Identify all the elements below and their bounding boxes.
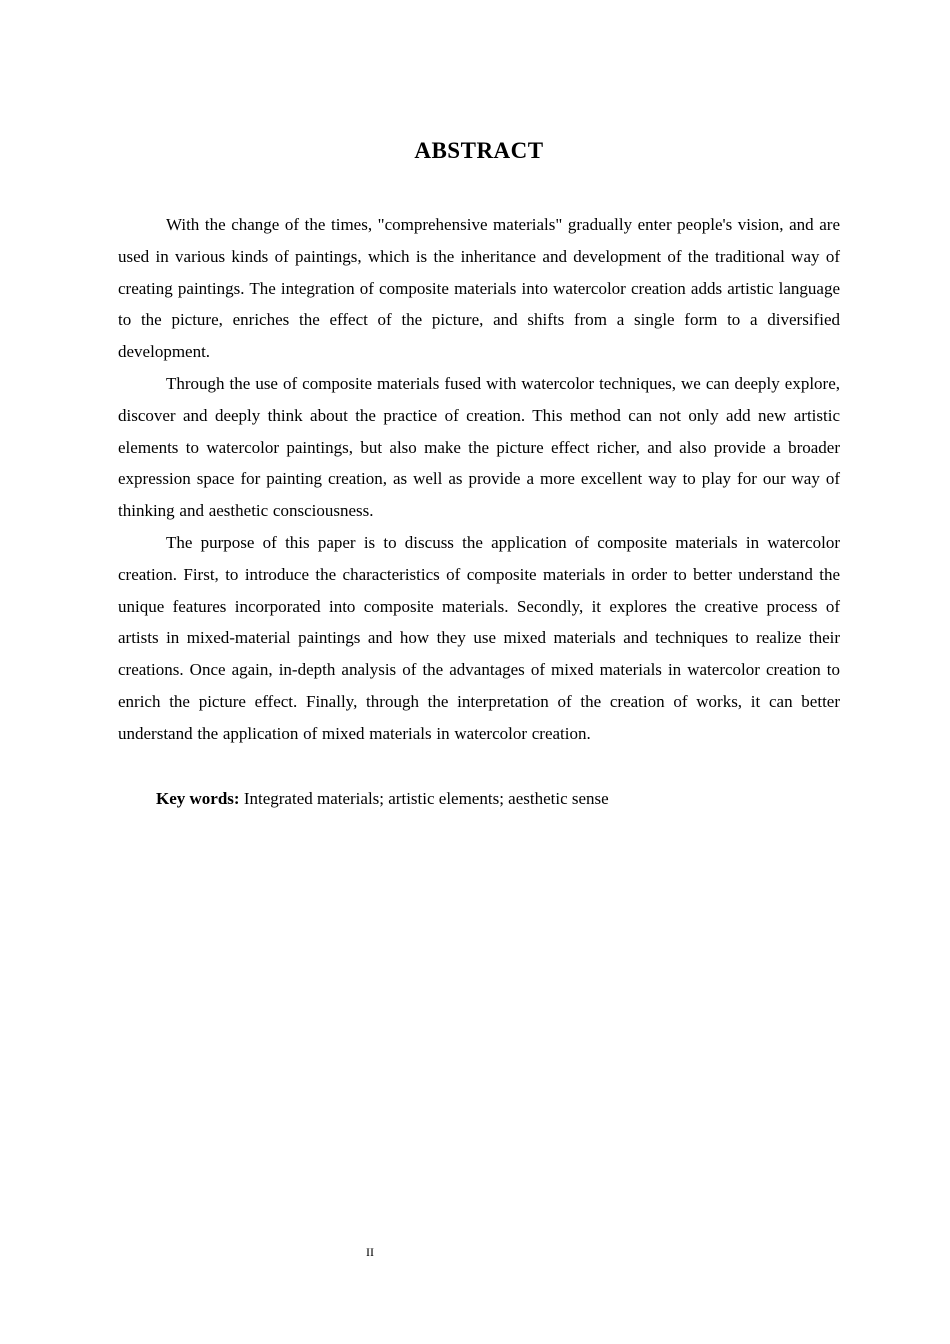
keywords-label: Key words: xyxy=(156,788,240,808)
keywords-line xyxy=(118,783,840,815)
abstract-title: ABSTRACT xyxy=(414,138,544,163)
page-number: II xyxy=(366,1245,374,1259)
page-content xyxy=(118,138,840,814)
abstract-paragraph-1: With the change of the times, "comprehensive materials" gradually enter people's vision, and are used in various kinds of paintings, which is the inheritance and development of the traditional way of creating paintings. The integration of composite materials into watercolor creation adds artistic language to the picture, enriches the effect of the picture, and shifts from a single form to a diversified development. xyxy=(118,215,840,362)
abstract-paragraph-2: Through the use of composite materials fused with watercolor techniques, we can deeply explore, discover and deeply think about the practice of creation. This method can not only add new artistic elements to watercolor paintings, but also make the picture effect richer, and also provide a broader expression space for painting creation, as well as provide a more excellent way to play for our way of thinking and aesthetic consciousness. xyxy=(118,373,840,521)
abstract-paragraph-3: The purpose of this paper is to discuss the application of composite materials in watercolor creation. First, to introduce the characteristics of composite materials in order to better understand the unique features incorporated into composite materials. Secondly, it explores the creative process of artists in mixed-material paintings and how they use mixed materials and techniques to realize their creations. Once again, in-depth analysis of the advantages of mixed materials in watercolor creation to enrich the picture effect. Finally, through the interpretation of the creation of works, it can better understand the application of mixed materials in watercolor creation. xyxy=(118,532,840,743)
keywords-text: Integrated materials; artistic elements; aesthetic sense xyxy=(239,788,609,808)
